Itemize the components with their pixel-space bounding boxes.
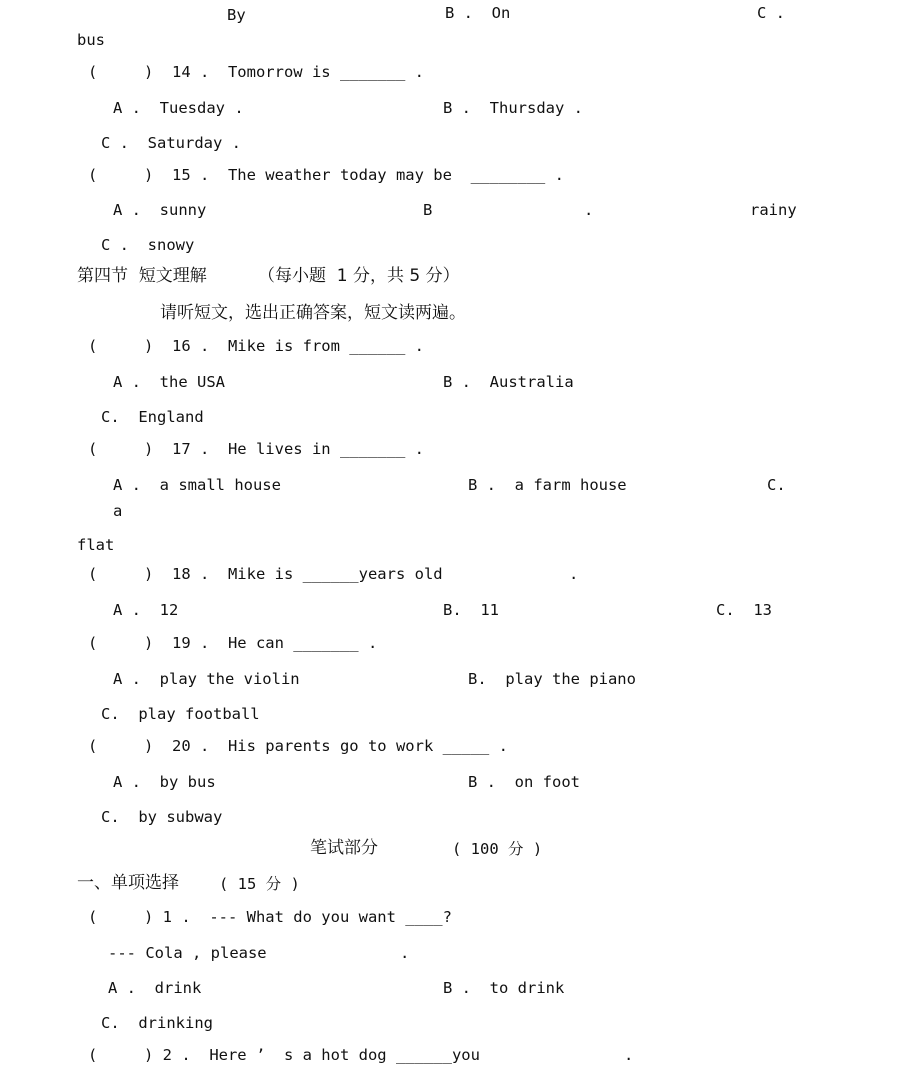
q18-stem: ( ) 18 . Mike is ______years old <box>88 565 443 583</box>
q17-option-b: B . a farm house <box>468 476 627 494</box>
w2-stem-dot: . <box>624 1046 634 1064</box>
q15-option-b-letter: B <box>423 201 433 219</box>
q17-option-c-cont2: flat <box>77 536 115 554</box>
section4-instruction: 请听短文，选出正确答案，短文读两遍。 <box>160 303 466 323</box>
q15-option-b-text: rainy <box>750 201 797 219</box>
written-section-title: 笔试部分 <box>310 838 378 858</box>
w2-stem: ( ) 2 . Here ’ s a hot dog ______you <box>88 1046 480 1064</box>
q14-stem: ( ) 14 . Tomorrow is _______ . <box>88 63 424 81</box>
q14-option-c: C . Saturday . <box>101 134 241 152</box>
q14-option-b: B . Thursday . <box>443 99 583 117</box>
part1-title: 一、单项选择 <box>77 873 179 893</box>
q13-option-a: By <box>227 6 246 24</box>
q18-option-b: B. 11 <box>443 601 499 619</box>
q20-option-c: C. by subway <box>101 808 223 826</box>
q16-stem: ( ) 16 . Mike is from ______ . <box>88 337 424 355</box>
section4-score: （每小题 1 分，共 5 分） <box>258 266 460 286</box>
q17-option-c: C. <box>767 476 786 494</box>
q19-option-a: A . play the violin <box>113 670 300 688</box>
q13-option-c: C . <box>757 4 785 22</box>
q19-option-b: B. play the piano <box>468 670 636 688</box>
q14-option-a: A . Tuesday . <box>113 99 244 117</box>
written-section-score: ( 100 分 ) <box>452 840 543 858</box>
q18-stem-dot: . <box>569 565 579 583</box>
q20-option-b: B . on foot <box>468 773 580 791</box>
q20-option-a: A . by bus <box>113 773 216 791</box>
q15-option-c: C . snowy <box>101 236 195 254</box>
q13-option-c-continued: bus <box>77 31 105 49</box>
q16-option-a: A . the USA <box>113 373 225 391</box>
q19-option-c: C. play football <box>101 705 260 723</box>
w1-answer-line: --- Cola , please <box>108 944 267 962</box>
q15-option-b-dot: . <box>584 201 594 219</box>
w1-option-c: C. drinking <box>101 1014 213 1032</box>
q18-option-c: C. 13 <box>716 601 772 619</box>
q17-option-c-cont1: a <box>113 502 123 520</box>
q17-option-a: A . a small house <box>113 476 281 494</box>
w1-option-a: A . drink <box>108 979 202 997</box>
part1-score: ( 15 分 ) <box>219 875 300 893</box>
q15-stem: ( ) 15 . The weather today may be ________ . <box>88 166 564 184</box>
q20-stem: ( ) 20 . His parents go to work _____ . <box>88 737 508 755</box>
w1-stem: ( ) 1 . --- What do you want ____? <box>88 908 452 926</box>
w1-answer-dot: . <box>400 944 410 962</box>
q19-stem: ( ) 19 . He can _______ . <box>88 634 378 652</box>
q17-stem: ( ) 17 . He lives in _______ . <box>88 440 424 458</box>
w1-option-b: B . to drink <box>443 979 565 997</box>
q15-option-a: A . sunny <box>113 201 207 219</box>
section4-title: 第四节 短文理解 <box>77 266 207 286</box>
q16-option-c: C. England <box>101 408 204 426</box>
q18-option-a: A . 12 <box>113 601 179 619</box>
q13-option-b: B . On <box>445 4 511 22</box>
q16-option-b: B . Australia <box>443 373 574 391</box>
